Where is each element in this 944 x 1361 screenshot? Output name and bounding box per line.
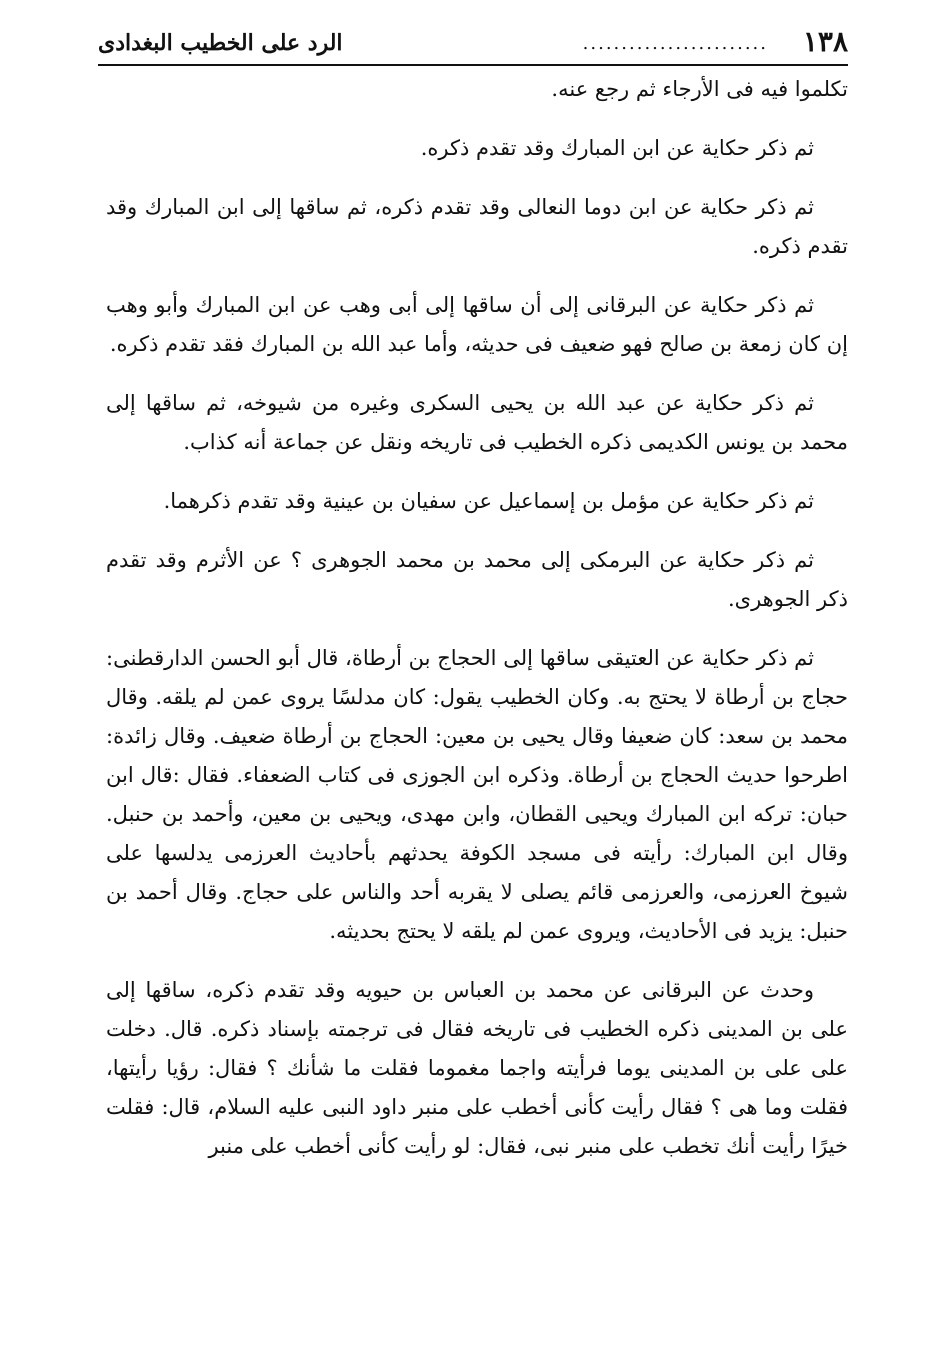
paragraph: تكلموا فيه فى الأرجاء ثم رجع عنه.: [551, 77, 848, 101]
page-number: ١٣٨: [802, 25, 848, 58]
paragraph: ثم ذكر حكاية عن ابن دوما النعالى وقد تقدم ذكره، ثم ساقها إلى ابن المبارك وقد تقدم ذكره.: [106, 195, 848, 258]
paragraph: ثم ذكر حكاية عن البرقانى إلى أن ساقها إلى أبى وهب عن ابن المبارك وأبو وهب إن كان زمعة بن صالح فهو ضعيف فى حديثه، وأما عبد الله بن المبارك فقد تقدم ذكره.: [106, 293, 848, 356]
paragraph: ثم ذكر حكاية عن العتيقى ساقها إلى الحجاج بن أرطاة، قال أبو الحسن الدارقطنى: حجاج بن أرطاة لا يحتج به. وكان الخطيب يقول: كان مدلسًا يروى عمن لم يلقه. وقال محمد بن سعد: كان ضعيفا وقال يحيى بن معين: الحجاج بن أرطاة ضعيف. وقال زائدة: اطرحوا حديث الحجاج بن أرطاة. وذكره ابن الجوزى فى كتاب الضعفاء. فقال :قال ابن حبان: تركه ابن المبارك ويحيى القطان، وابن مهدى، ويحيى بن معين، وأحمد بن حنبل. وقال ابن المبارك: رأيته فى مسجد الكوفة يحدثهم بأحاديث العرزمى يدلسها على شيوخ العرزمى، والعرزمى قائم يصلى لا يقربه أحد والناس على حجاج. وقال أحمد بن حنبل: يزيد فى الأحاديث، ويروى عمن لم يلقه لا يحتج بحديثه.: [106, 646, 848, 943]
paragraph: ثم ذكر حكاية عن ابن المبارك وقد تقدم ذكره.: [420, 136, 814, 160]
page-body: [106, 70, 848, 1186]
header-dot-leader: ........................: [582, 33, 768, 54]
paragraph: ثم ذكر حكاية عن عبد الله بن يحيى السكرى وغيره من شيوخه، ثم ساقها إلى محمد بن يونس الكديمى ذكره الخطيب فى تاريخه ونقل عن جماعة أنه كذاب.: [106, 391, 848, 454]
paragraph: ثم ذكر حكاية عن البرمكى إلى محمد بن محمد الجوهرى ؟ عن الأثرم وقد تقدم ذكر الجوهرى.: [106, 548, 848, 611]
running-title: الرد على الخطيب البغدادى: [98, 30, 343, 56]
paragraph: وحدث عن البرقانى عن محمد بن العباس بن حيويه وقد تقدم ذكره، ساقها إلى على بن المدينى ذكره الخطيب فى تاريخه فقال فى ترجمته بإسناد ذكره. قال. دخلت على على بن المدينى يوما فرأيته واجما مغموما فقلت ما شأنك ؟ فقال: رؤيا رأيتها، فقلت وما هى ؟ فقال رأيت كأنى أخطب على منبر داود النبى عليه السلام، قال: فقلت خيرًا رأيت أنك تخطب على منبر نبى، فقال: لو رأيت كأنى أخطب على منبر: [106, 978, 848, 1158]
paragraph: ثم ذكر حكاية عن مؤمل بن إسماعيل عن سفيان بن عينية وقد تقدم ذكرهما.: [163, 489, 814, 513]
page-header: [98, 24, 848, 66]
